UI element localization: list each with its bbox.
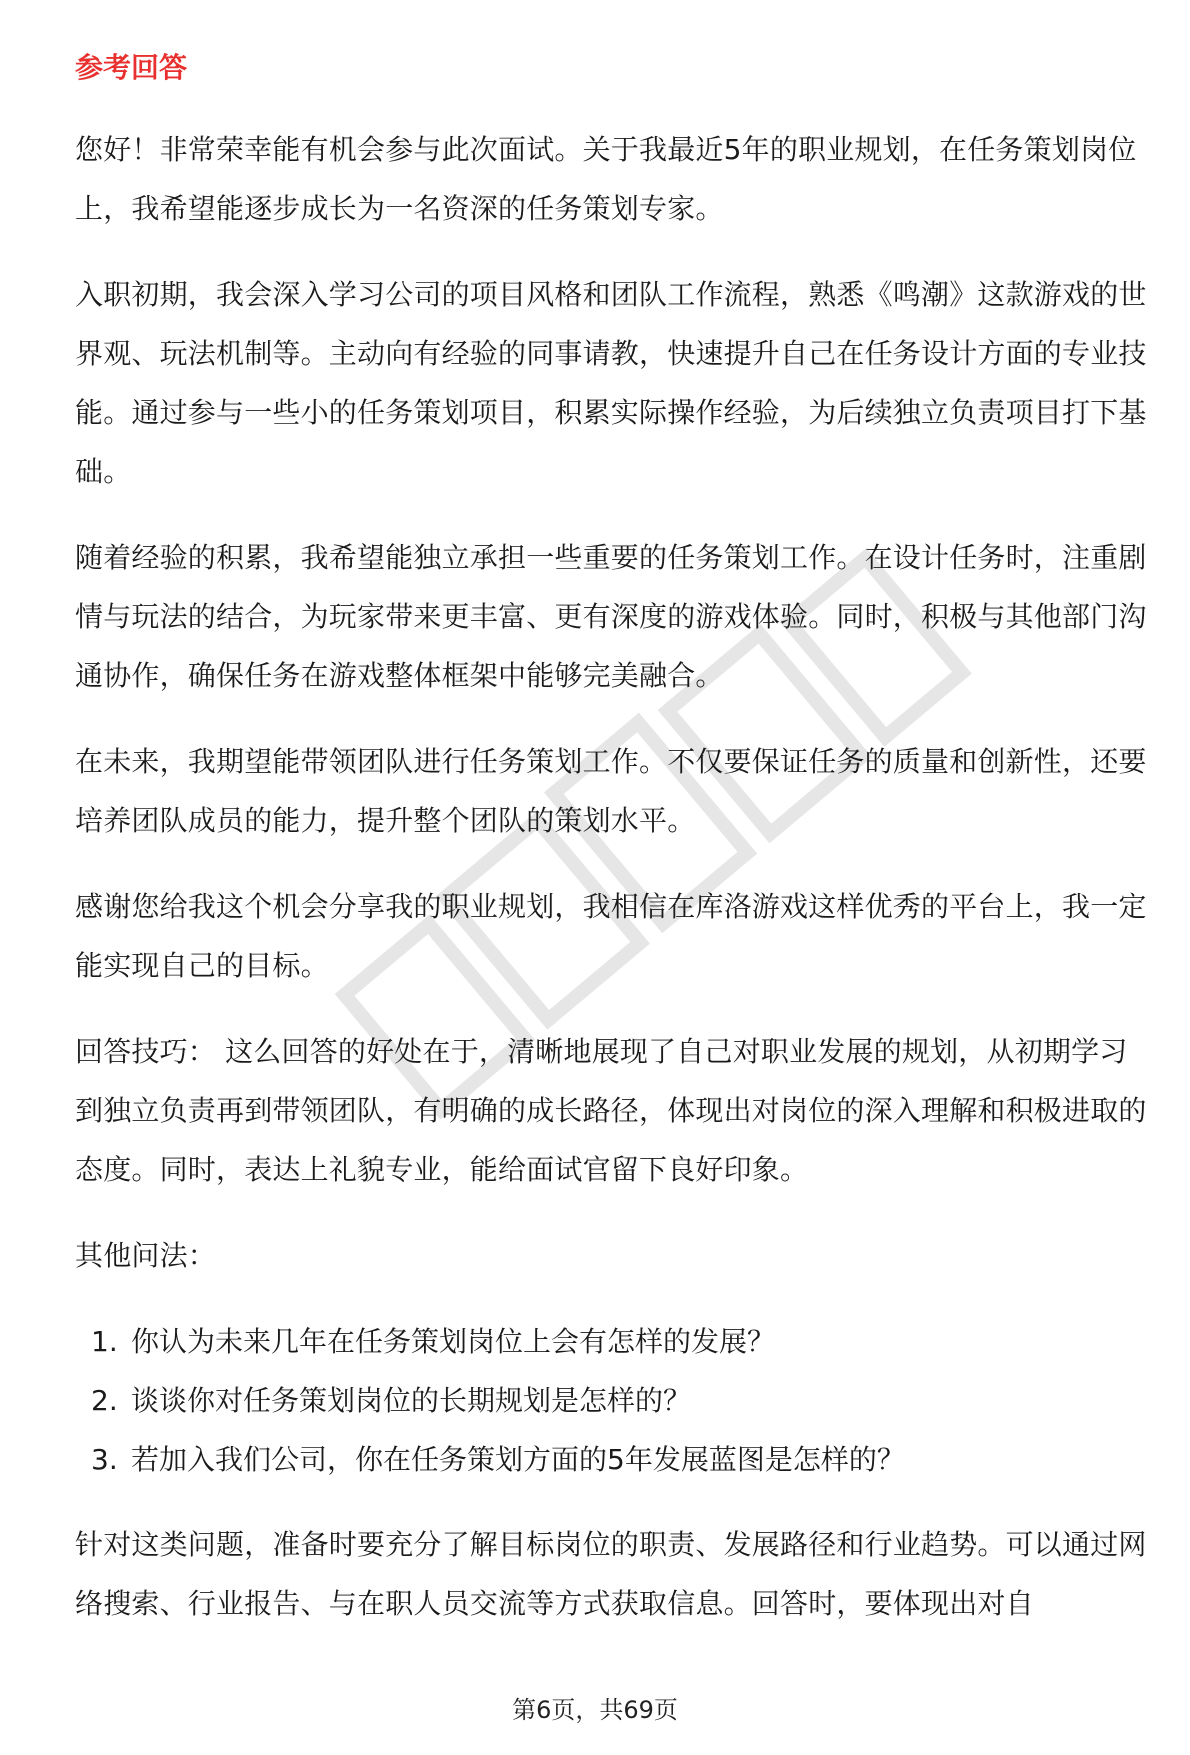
page-number: 第6页，共69页 [512,1696,678,1724]
document-page [75,48,1155,1660]
paragraph-intro: 您好！非常荣幸能有机会参与此次面试。关于我最近5年的职业规划，在任务策划岗位上，我希望能逐步成长为一名资深的任务策划专家。 [75,133,1137,225]
list-item [75,1430,1155,1489]
paragraph-early-stage: 入职初期，我会深入学习公司的项目风格和团队工作流程，熟悉《鸣潮》这款游戏的世界观、玩法机制等。主动向有经验的同事请教，快速提升自己在任务设计方面的专业技能。通过参与一些小的任务策划项目，积累实际操作经验，为后续独立负责项目打下基础。 [75,278,1147,488]
list-number: 2. [91,1384,118,1417]
list-text: 若加入我们公司，你在任务策划方面的5年发展蓝图是怎样的？ [131,1443,905,1476]
list-number: 3. [91,1443,118,1476]
other-questions-label: 其他问法： [75,1239,217,1272]
question-list [75,1312,1155,1489]
list-text: 谈谈你对任务策划岗位的长期规划是怎样的？ [131,1384,692,1417]
paragraph-closing: 针对这类问题，准备时要充分了解目标岗位的职责、发展路径和行业趋势。可以通过网络搜索、行业报告、与在职人员交流等方式获取信息。回答时，要体现出对自 [75,1528,1147,1620]
list-text: 你认为未来几年在任务策划岗位上会有怎样的发展？ [131,1325,776,1358]
list-item [75,1312,1155,1371]
paragraph-thanks: 感谢您给我这个机会分享我的职业规划，我相信在库洛游戏这样优秀的平台上，我一定能实现自己的目标。 [75,890,1147,982]
paragraph-mid-stage: 随着经验的积累，我希望能独立承担一些重要的任务策划工作。在设计任务时，注重剧情与玩法的结合，为玩家带来更丰富、更有深度的游戏体验。同时，积极与其他部门沟通协作，确保任务在游戏整体框架中能够完美融合。 [75,541,1147,692]
paragraph-future: 在未来，我期望能带领团队进行任务策划工作。不仅要保证任务的质量和创新性，还要培养团队成员的能力，提升整个团队的策划水平。 [75,745,1147,837]
list-number: 1. [91,1325,118,1358]
paragraph-tips: 回答技巧： 这么回答的好处在于，清晰地展现了自己对职业发展的规划，从初期学习到独立负责再到带领团队，有明确的成长路径，体现出对岗位的深入理解和积极进取的态度。同时，表达上礼貌专业，能给面试官留下良好印象。 [75,1035,1147,1186]
list-item [75,1371,1155,1430]
section-title: 参考回答 [75,51,188,84]
